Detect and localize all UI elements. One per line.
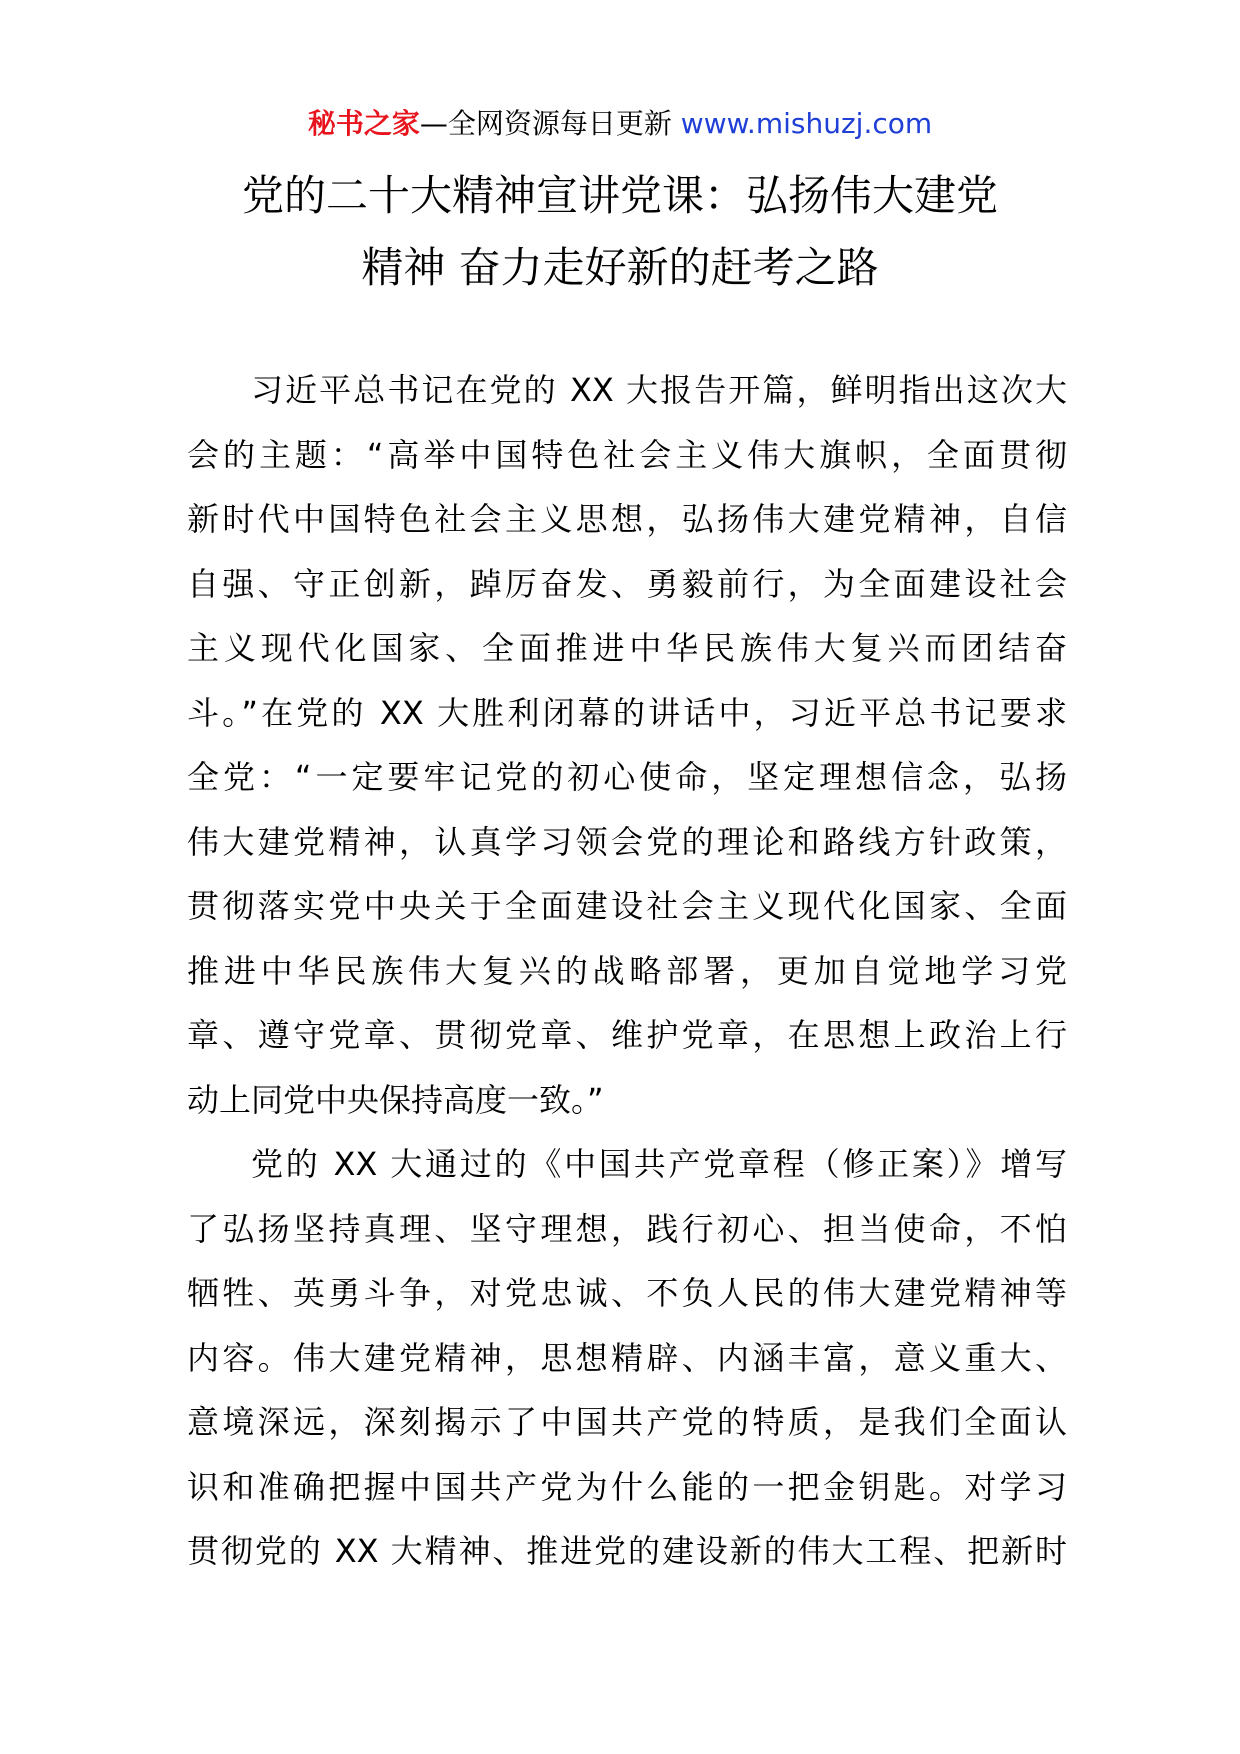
body-line: 习近平总书记在党的 XX 大报告开篇，鲜明指出这次大 [251,371,1067,409]
body-line: 全党：“一定要牢记党的初心使命，坚定理想信念，弘扬 [187,758,1067,796]
title-line-2: 精神 奋力走好新的赶考之路 [361,243,879,292]
body-line: 内容。伟大建党精神，思想精辟、内涵丰富，意义重大、 [187,1338,1067,1377]
header-tagline: —全网资源每日更新 [419,107,672,140]
body-line: 新时代中国特色社会主义思想，弘扬伟大建党精神，自信 [187,500,1067,538]
document-body [187,358,1067,1584]
site-header [0,100,1240,148]
document-title [140,160,1100,304]
paragraph-1 [187,358,1067,1132]
paragraph-2 [187,1132,1067,1584]
body-line: 意境深远，深刻揭示了中国共产党的特质，是我们全面认 [187,1403,1067,1441]
body-line: 自强、守正创新，踔厉奋发、勇毅前行，为全面建设社会 [187,564,1067,603]
body-line: 会的主题：“高举中国特色社会主义伟大旗帜，全面贯彻 [187,435,1067,474]
body-line: 贯彻落实党中央关于全面建设社会主义现代化国家、全面 [187,887,1067,925]
body-line: 斗。”在党的 XX 大胜利闭幕的讲话中，习近平总书记要求 [187,693,1067,732]
body-line: 了弘扬坚持真理、坚守理想，践行初心、担当使命，不怕 [187,1209,1067,1248]
site-url-link[interactable]: www.mishuzj.com [680,107,933,140]
body-line: 牺牲、英勇斗争，对党忠诚、不负人民的伟大建党精神等 [187,1274,1067,1312]
body-line: 章、遵守党章、贯彻党章、维护党章，在思想上政治上行 [187,1016,1067,1054]
brand-name: 秘书之家 [307,107,420,140]
body-line: 贯彻党的 XX 大精神、推进党的建设新的伟大工程、把新时 [187,1532,1067,1570]
body-line: 动上同党中央保持高度一致。” [187,1080,604,1119]
body-line: 伟大建党精神，认真学习领会党的理论和路线方针政策， [187,822,1067,861]
body-line: 识和准确把握中国共产党为什么能的一把金钥匙。对学习 [187,1467,1067,1506]
body-line: 党的 XX 大通过的《中国共产党章程（修正案）》增写 [251,1145,1067,1183]
body-line: 推进中华民族伟大复兴的战略部署，更加自觉地学习党 [187,951,1067,990]
title-line-1: 党的二十大精神宣讲党课：弘扬伟大建党 [241,171,998,220]
body-line: 主义现代化国家、全面推进中华民族伟大复兴而团结奋 [187,629,1067,667]
